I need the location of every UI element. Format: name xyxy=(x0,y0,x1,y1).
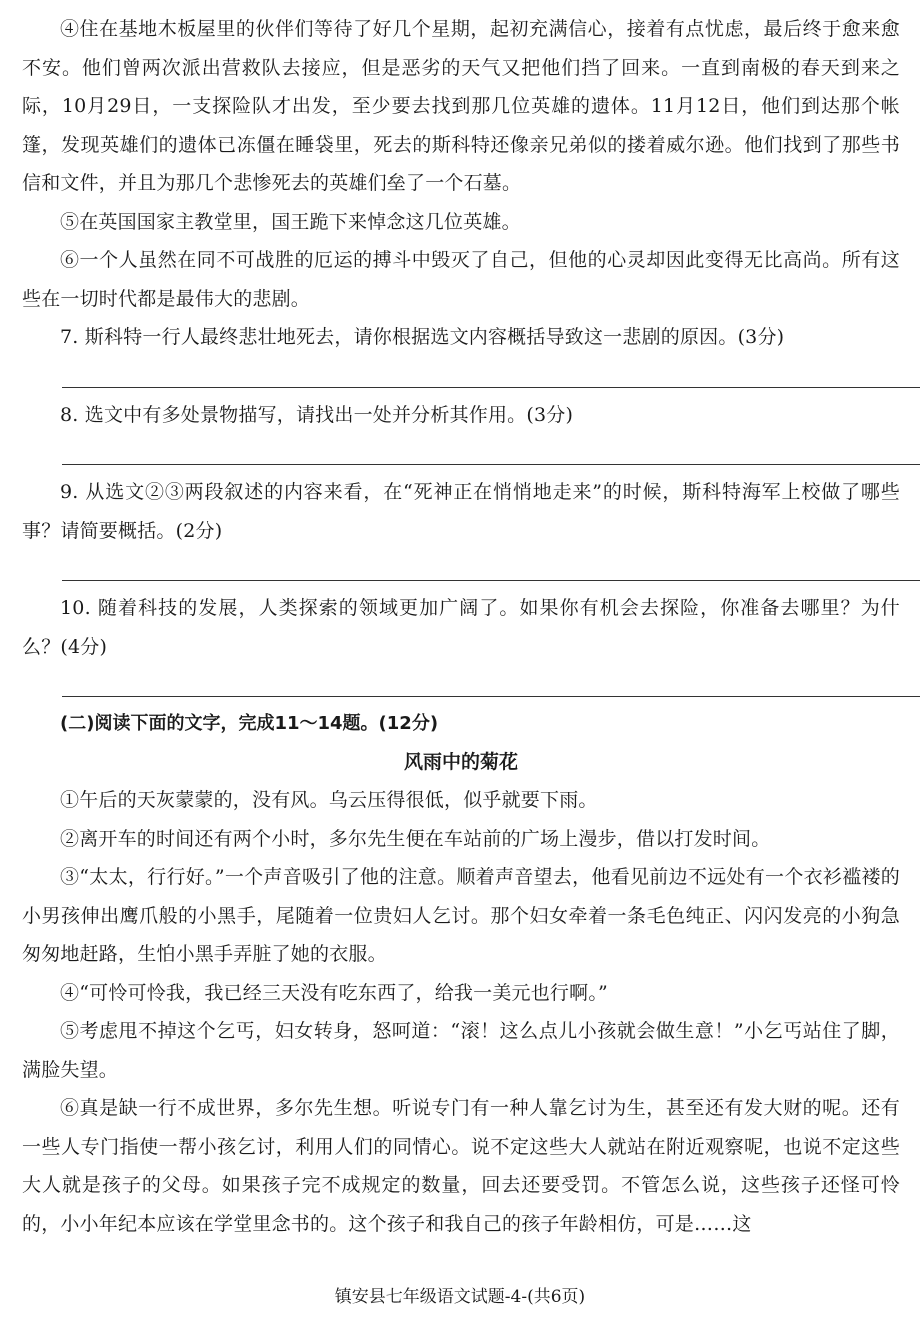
article-para-6: ⑥真是缺一行不成世界，多尔先生想。听说专门有一种人靠乞讨为生，甚至还有发大财的呢。还有一些人专门指使一帮小孩乞讨，利用人们的同情心。说不定这些大人就站在附近观察呢，也说不定这些大人就是孩子的父母。如果孩子完不成规定的数量，回去还要受罚。不管怎么说，这些孩子还怪可怜的，小小年纪本应该在学堂里念书的。这个孩子和我自己的孩子年龄相仿，可是……这 xyxy=(22,1097,900,1235)
article-para-2: ②离开车的时间还有两个小时，多尔先生便在车站前的广场上漫步，借以打发时间。 xyxy=(60,827,771,850)
question-10: 10. 随着科技的发展，人类探索的领域更加广阔了。如果你有机会去探险，你准备去哪里？为什么？(4分) xyxy=(22,597,900,658)
article-para-3: ③“太太，行行好。”一个声音吸引了他的注意。顺着声音望去，他看见前边不远处有一个衣衫褴褛的小男孩伸出鹰爪般的小黑手，尾随着一位贵妇人乞讨。那个妇女牵着一条毛色纯正、闪闪发亮的小狗急匆匆地赶路，生怕小黑手弄脏了她的衣服。 xyxy=(22,866,900,965)
passage-para-6: ⑥一个人虽然在同不可战胜的厄运的搏斗中毁灭了自己，但他的心灵却因此变得无比高尚。所有这些在一切时代都是最伟大的悲剧。 xyxy=(22,249,900,310)
page-footer: 镇安县七年级语文试题-4-(共6页) xyxy=(334,1287,586,1307)
article-para-1: ①午后的天灰蒙蒙的，没有风。乌云压得很低，似乎就要下雨。 xyxy=(60,789,598,811)
article-title: 风雨中的菊花 xyxy=(403,751,518,773)
question-7: 7. 斯科特一行人最终悲壮地死去，请你根据选文内容概括导致这一悲剧的原因。(3分) xyxy=(60,326,785,348)
section-heading: (二)阅读下面的文字，完成11～14题。(12分) xyxy=(60,713,439,734)
question-9: 9. 从选文②③两段叙述的内容来看，在“死神正在悄悄地走来”的时候，斯科特海军上校做了哪些事？请简要概括。(2分) xyxy=(22,481,900,542)
article-para-5: ⑤考虑甩不掉这个乞丐，妇女转身，怒呵道：“滚！这么点儿小孩就会做生意！”小乞丐站住了脚，满脸失望。 xyxy=(22,1020,900,1081)
exam-page xyxy=(22,10,900,1243)
article-para-4: ④“可怜可怜我，我已经三天没有吃东西了，给我一美元也行啊。” xyxy=(60,981,608,1004)
passage-para-4: ④住在基地木板屋里的伙伴们等待了好几个星期，起初充满信心，接着有点忧虑，最后终于愈来愈不安。他们曾两次派出营救队去接应，但是恶劣的天气又把他们挡了回来。一直到南极的春天到来之际，10月29日，一支探险队才出发，至少要去找到那几位英雄的遗体。11月12日，他们到达那个帐篷，发现英雄们的遗体已冻僵在睡袋里，死去的斯科特还像亲兄弟似的搂着威尔逊。他们找到了那些书信和文件，并且为那几个悲惨死去的英雄们垒了一个石墓。 xyxy=(22,18,900,194)
passage-para-5: ⑤在英国国家主教堂里，国王跪下来悼念这几位英雄。 xyxy=(60,210,521,233)
question-8: 8. 选文中有多处景物描写，请找出一处并分析其作用。(3分) xyxy=(60,403,574,426)
